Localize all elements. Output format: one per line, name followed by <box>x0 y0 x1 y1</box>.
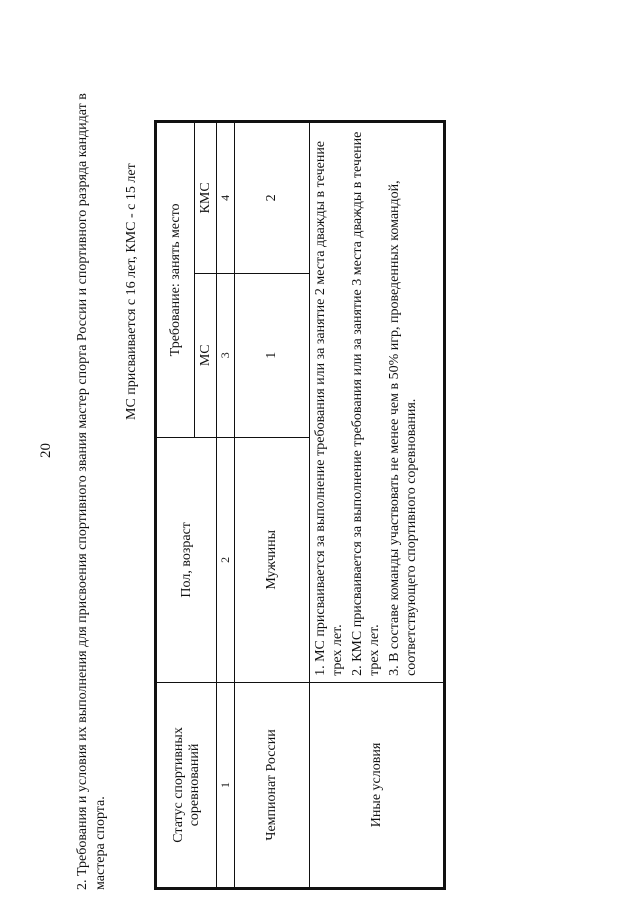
section-heading: 2. Требования и условия их выполнения для присвоения спортивного звания мастер спорта России и спортивного разряда кандидат в мастера спорта. <box>75 93 108 890</box>
header-sex-age: Пол, возраст <box>156 437 217 682</box>
column-number: 4 <box>217 122 235 274</box>
row-kms-place: 2 <box>234 122 310 274</box>
row-status: Чемпионат России <box>234 682 310 888</box>
header-requirement: Требование: занять место <box>156 122 195 438</box>
condition-item: 3. В составе команды участвовать не менее чем в 50% игр, проведенных командой, соответствующего спортивного соревнования. <box>387 180 420 676</box>
other-conditions-label: Иные условия <box>310 682 445 888</box>
column-number: 2 <box>217 437 235 682</box>
other-conditions-list <box>310 122 445 683</box>
row-ms-place: 1 <box>234 273 310 437</box>
requirements-table <box>154 120 446 890</box>
column-number: 3 <box>217 273 235 437</box>
condition-item: 2. КМС присваивается за выполнение требования или за занятие 3 места дважды в течение трех лет. <box>350 131 383 676</box>
column-number: 1 <box>217 682 235 888</box>
header-status: Статус спортивных соревнований <box>156 682 217 888</box>
header-kms: КМС <box>195 122 217 274</box>
row-sex-age: Мужчины <box>234 437 310 682</box>
rotated-page <box>30 10 590 890</box>
header-ms: МС <box>195 273 217 437</box>
condition-item: 1. МС присваивается за выполнение требования или за занятие 2 места дважды в течение трех лет. <box>313 140 346 676</box>
page-number: 20 <box>38 443 54 458</box>
age-note: МС присваивается с 16 лет, КМС - с 15 лет <box>124 163 139 420</box>
